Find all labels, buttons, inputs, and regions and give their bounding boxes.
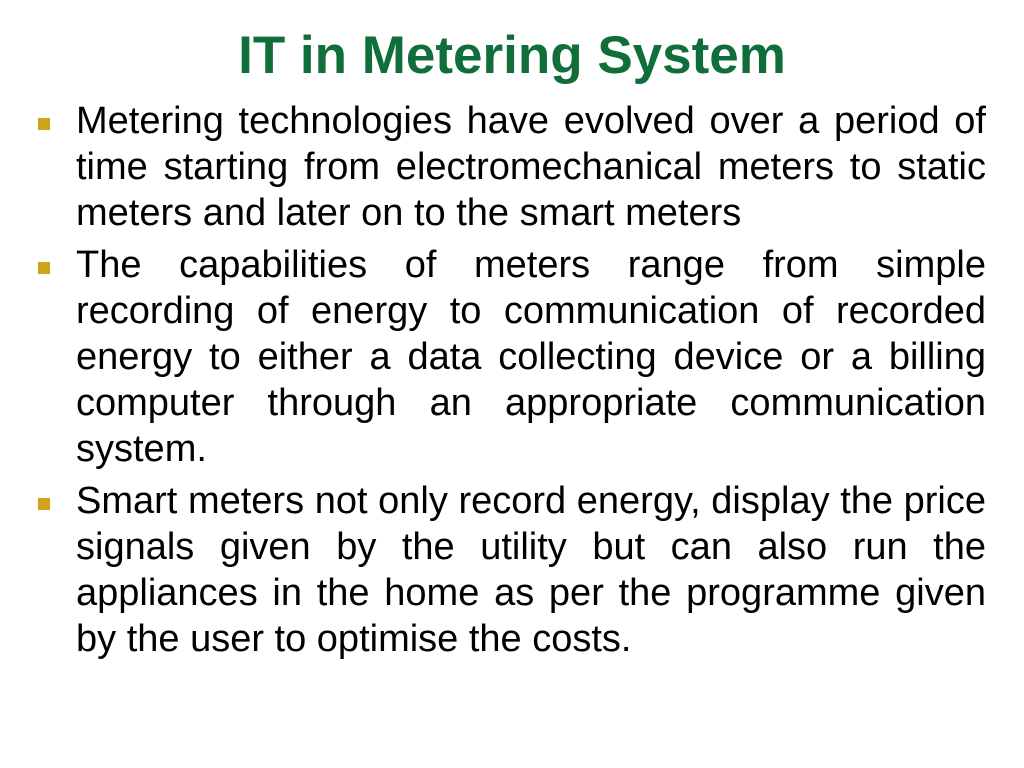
square-bullet-icon	[38, 262, 50, 274]
slide-title: IT in Metering System	[238, 26, 786, 85]
square-bullet-icon	[38, 118, 50, 130]
list-item	[0, 242, 1024, 472]
square-bullet-icon	[38, 498, 50, 510]
list-item	[0, 478, 1024, 662]
bullet-text: Smart meters not only record energy, display the price signals given by the utility but can also run the appliances in the home as per the programme given by the user to optimise the costs.	[76, 480, 986, 660]
bullet-text: Metering technologies have evolved over a period of time starting from electromechanical meters to static meters and later on to the smart meters	[76, 100, 986, 234]
bullet-list	[0, 98, 1024, 668]
bullet-text: The capabilities of meters range from simple recording of energy to communication of recorded energy to either a data collecting device or a billing computer through an appropriate communication system.	[76, 244, 986, 470]
list-item	[0, 98, 1024, 236]
